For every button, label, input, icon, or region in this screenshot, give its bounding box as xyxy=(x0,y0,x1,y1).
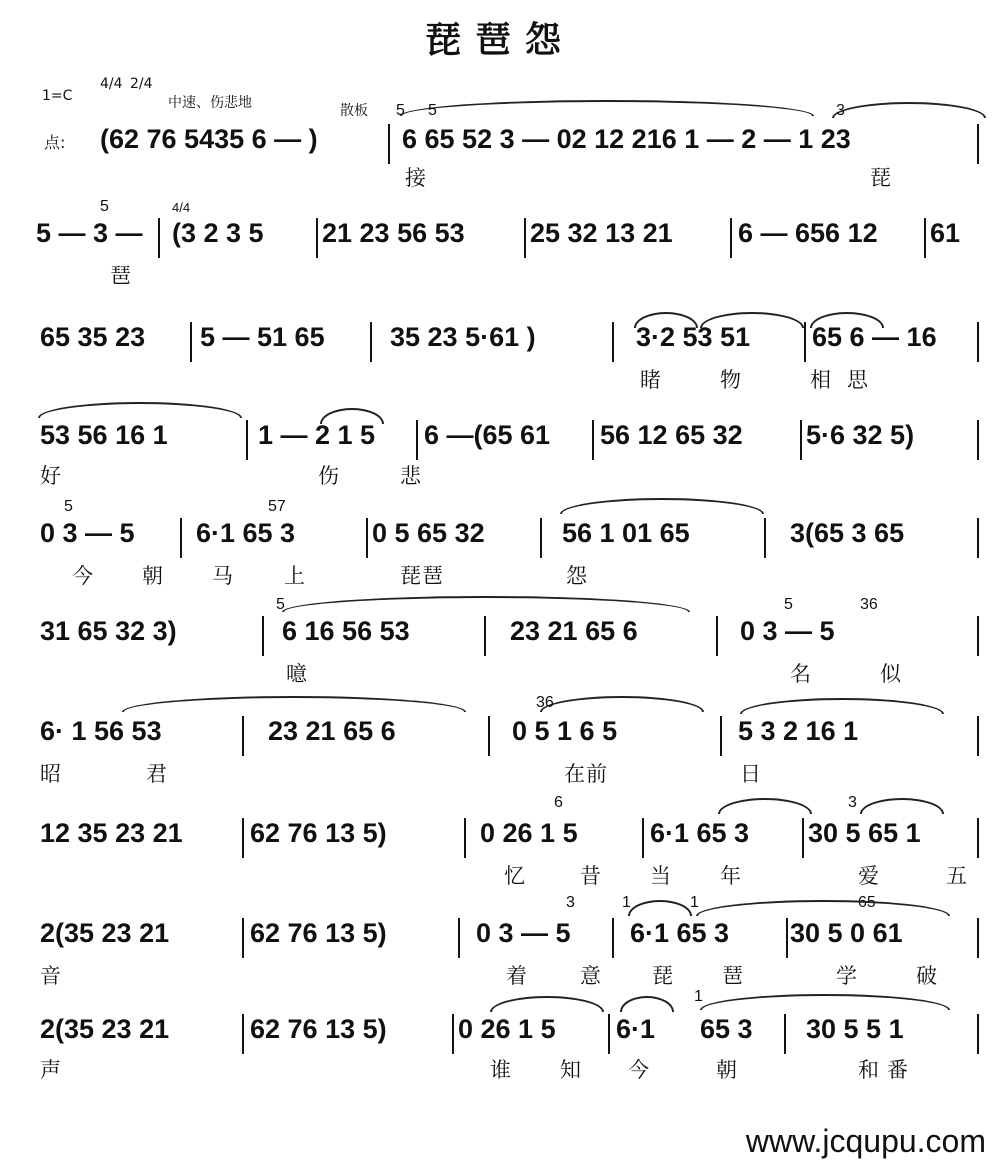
notes-segment: 5 — 51 65 xyxy=(200,322,325,352)
notes-segment: 62 76 13 5) xyxy=(250,918,387,948)
notes-segment: 21 23 56 53 xyxy=(322,218,465,248)
lyric: 破 xyxy=(916,964,938,988)
grace-note: 5 xyxy=(784,596,793,613)
notes-segment: 0 3 — 5 xyxy=(476,918,571,948)
lyric: 物 xyxy=(720,368,742,392)
slur xyxy=(560,498,764,514)
lyric: 五 xyxy=(946,864,968,888)
lyric: 名 xyxy=(790,662,812,686)
score-row-9 xyxy=(0,892,1000,988)
grace-note: 5 xyxy=(396,102,405,119)
barline xyxy=(612,322,614,362)
lyric: 爱 xyxy=(858,864,880,888)
barline xyxy=(484,616,486,656)
notes-segment: 62 76 13 5) xyxy=(250,1014,387,1044)
barline xyxy=(924,218,926,258)
barline xyxy=(366,518,368,558)
barline xyxy=(316,218,318,258)
grace-note: 36 xyxy=(536,694,554,711)
slur xyxy=(718,798,812,814)
barline xyxy=(242,716,244,756)
score-row-3 xyxy=(0,300,1000,396)
grace-note: 5 xyxy=(64,498,73,515)
notes-segment: 12 35 23 21 xyxy=(40,818,183,848)
grace-note: 36 xyxy=(860,596,878,613)
barline xyxy=(242,818,244,858)
key-signature: 1=C xyxy=(42,88,73,104)
notes-segment: 0 3 — 5 xyxy=(40,518,135,548)
barline xyxy=(977,518,979,558)
lyric: 琶 xyxy=(110,264,132,288)
lyric: 知 xyxy=(560,1058,582,1082)
grace-note: 1 xyxy=(690,894,699,911)
notes-segment: 0 3 — 5 xyxy=(740,616,835,646)
barline xyxy=(977,1014,979,1054)
lyric: 昭 xyxy=(40,762,62,786)
notes-segment: 6·1 xyxy=(616,1014,656,1044)
slur xyxy=(490,996,604,1012)
barline xyxy=(802,818,804,858)
barline xyxy=(246,420,248,460)
barline xyxy=(190,322,192,362)
notes-segment: 0 5 1 6 5 xyxy=(512,716,618,746)
slur xyxy=(38,402,242,418)
notes-segment: 6 —(65 61 xyxy=(424,420,551,450)
barline xyxy=(764,518,766,558)
notes-segment: 6· 1 56 53 xyxy=(40,716,162,746)
barline xyxy=(800,420,802,460)
lyric: 谁 xyxy=(490,1058,512,1082)
barline xyxy=(804,322,806,362)
notes-segment: 61 xyxy=(930,218,961,248)
grace-note: 3 xyxy=(836,102,845,119)
barline xyxy=(524,218,526,258)
lyric: 琶 xyxy=(722,964,744,988)
phrase-slur xyxy=(122,696,466,712)
lyric: 马 xyxy=(212,564,234,588)
lyric: 琵 xyxy=(652,964,674,988)
barline xyxy=(370,322,372,362)
barline xyxy=(977,716,979,756)
grace-note: 3 xyxy=(848,794,857,811)
barline xyxy=(608,1014,610,1054)
barline xyxy=(458,918,460,958)
lyric: 睹 xyxy=(640,368,662,392)
notes-segment: 2(35 23 21 xyxy=(40,1014,170,1044)
barline xyxy=(416,420,418,460)
score-row-4 xyxy=(0,398,1000,494)
barline xyxy=(262,616,264,656)
notes-segment: 6·1 65 3 xyxy=(650,818,750,848)
lyric: 年 xyxy=(720,864,742,888)
barline xyxy=(784,1014,786,1054)
lyric: 朝 xyxy=(716,1058,738,1082)
barline xyxy=(730,218,732,258)
notes-segment: 5 3 2 16 1 xyxy=(738,716,859,746)
barline xyxy=(977,124,979,164)
lyric: 君 xyxy=(146,762,168,786)
lyric: 琵琶 xyxy=(400,564,444,588)
phrase-slur xyxy=(740,698,944,714)
notes-segment: 62 76 13 5) xyxy=(250,818,387,848)
barline xyxy=(488,716,490,756)
grace-note: 6 xyxy=(554,794,563,811)
intro-label: 点: xyxy=(44,133,66,152)
tempo-marking: 中速、伤悲地 xyxy=(168,95,252,111)
notes-segment: 2(35 23 21 xyxy=(40,918,170,948)
notes-segment: 56 1 01 65 xyxy=(562,518,690,548)
lyric: 今 xyxy=(72,564,94,588)
lyric: 忆 xyxy=(504,864,526,888)
lyric: 似 xyxy=(880,662,902,686)
time-signature-b: 2/4 xyxy=(130,76,153,92)
lyric: 声 xyxy=(40,1058,62,1082)
grace-note: 1 xyxy=(622,894,631,911)
notes-segment: 0 5 65 32 xyxy=(372,518,485,548)
lyric: 昔 xyxy=(580,864,602,888)
grace-note: 5 xyxy=(428,102,437,119)
phrase-slur xyxy=(400,100,814,116)
notes-segment: 6·1 65 3 xyxy=(630,918,730,948)
notes-segment: 23 21 65 6 xyxy=(510,616,638,646)
notes-segment: 0 26 1 5 xyxy=(480,818,578,848)
lyric: 上 xyxy=(284,564,306,588)
barline xyxy=(180,518,182,558)
slur xyxy=(620,996,674,1012)
lyric: 和番 xyxy=(858,1058,916,1082)
barline xyxy=(540,518,542,558)
time-signature-a: 4/4 xyxy=(100,76,123,92)
notes-segment: 5·6 32 5) xyxy=(806,420,915,450)
lyric: 相思 xyxy=(810,368,884,392)
lyric: 学 xyxy=(836,964,858,988)
barline xyxy=(716,616,718,656)
barline xyxy=(452,1014,454,1054)
barline xyxy=(977,818,979,858)
notes-segment: 53 56 16 1 xyxy=(40,420,168,450)
phrase-slur xyxy=(696,900,950,916)
notes-segment: 5 — 3 — xyxy=(36,218,143,248)
notes-segment: 65 3 xyxy=(700,1014,753,1044)
barline xyxy=(642,818,644,858)
phrase-slur xyxy=(832,102,986,118)
notes-segment: (62 76 5435 6 — ) xyxy=(100,124,318,154)
lyric: 怨 xyxy=(566,564,588,588)
time-change: 4/4 xyxy=(172,200,191,215)
grace-note: 5 xyxy=(100,198,109,215)
phrase-slur xyxy=(700,994,950,1010)
phrase-slur xyxy=(282,596,690,612)
lyric: 好 xyxy=(40,464,62,488)
lyric: 日 xyxy=(740,762,762,786)
barline xyxy=(242,918,244,958)
score-row-6 xyxy=(0,592,1000,688)
page-title: 琵琶怨 xyxy=(424,20,575,61)
lyric: 噫 xyxy=(286,662,308,686)
lyric: 接 xyxy=(405,166,427,190)
barline xyxy=(786,918,788,958)
grace-note: 1 xyxy=(694,988,703,1005)
notes-segment: 56 12 65 32 xyxy=(600,420,743,450)
lyric: 在前 xyxy=(564,762,608,786)
notes-segment: 31 65 32 3) xyxy=(40,616,177,646)
grace-note: 65 xyxy=(858,894,876,911)
notes-segment: (3 2 3 5 xyxy=(172,218,264,248)
lyric: 悲 xyxy=(400,464,422,488)
score-row-2 xyxy=(0,198,1000,294)
lyric: 音 xyxy=(40,964,62,988)
barline xyxy=(464,818,466,858)
barline xyxy=(388,124,390,164)
notes-segment: 30 5 0 61 xyxy=(790,918,903,948)
score-row-8 xyxy=(0,794,1000,890)
lyric: 着 xyxy=(506,964,528,988)
lyric: 朝 xyxy=(142,564,164,588)
notes-segment: 30 5 5 1 xyxy=(806,1014,904,1044)
barline xyxy=(242,1014,244,1054)
notes-segment: 0 26 1 5 xyxy=(458,1014,556,1044)
free-tempo-marking: 散板 xyxy=(340,103,368,119)
notes-segment: 6 16 56 53 xyxy=(282,616,410,646)
slur xyxy=(628,900,692,916)
notes-segment: 6·1 65 3 xyxy=(196,518,296,548)
barline xyxy=(977,918,979,958)
barline xyxy=(158,218,160,258)
barline xyxy=(592,420,594,460)
lyric: 意 xyxy=(580,964,602,988)
slur xyxy=(860,798,944,814)
grace-note: 3 xyxy=(566,894,575,911)
score-row-10 xyxy=(0,988,1000,1084)
score-row-7 xyxy=(0,690,1000,786)
grace-note: 5 xyxy=(276,596,285,613)
site-watermark: www.jcqupu.com xyxy=(745,1123,986,1159)
barline xyxy=(977,420,979,460)
phrase-slur xyxy=(540,696,704,712)
notes-segment: 1 — 2 1 5 xyxy=(258,420,376,450)
notes-segment: 23 21 65 6 xyxy=(268,716,396,746)
lyric: 伤 xyxy=(318,464,340,488)
grace-note: 57 xyxy=(268,498,286,515)
notes-segment: 65 6 — 16 xyxy=(812,322,937,352)
barline xyxy=(977,616,979,656)
notes-segment: 6 — 656 12 xyxy=(738,218,878,248)
notes-segment: 6 65 52 3 — 02 12 216 1 — 2 — 1 23 xyxy=(402,124,851,154)
notes-segment: 25 32 13 21 xyxy=(530,218,673,248)
score-row-5 xyxy=(0,494,1000,590)
lyric: 当 xyxy=(650,864,672,888)
notes-segment: 65 35 23 xyxy=(40,322,146,352)
notes-segment: 35 23 5·61 ) xyxy=(390,322,536,352)
barline xyxy=(720,716,722,756)
lyric: 琵 xyxy=(870,166,892,190)
notes-segment: 30 5 65 1 xyxy=(808,818,921,848)
barline xyxy=(977,322,979,362)
notes-segment: 3·2 53 51 xyxy=(636,322,751,352)
notes-segment: 3(65 3 65 xyxy=(790,518,905,548)
lyric: 今 xyxy=(628,1058,650,1082)
barline xyxy=(612,918,614,958)
